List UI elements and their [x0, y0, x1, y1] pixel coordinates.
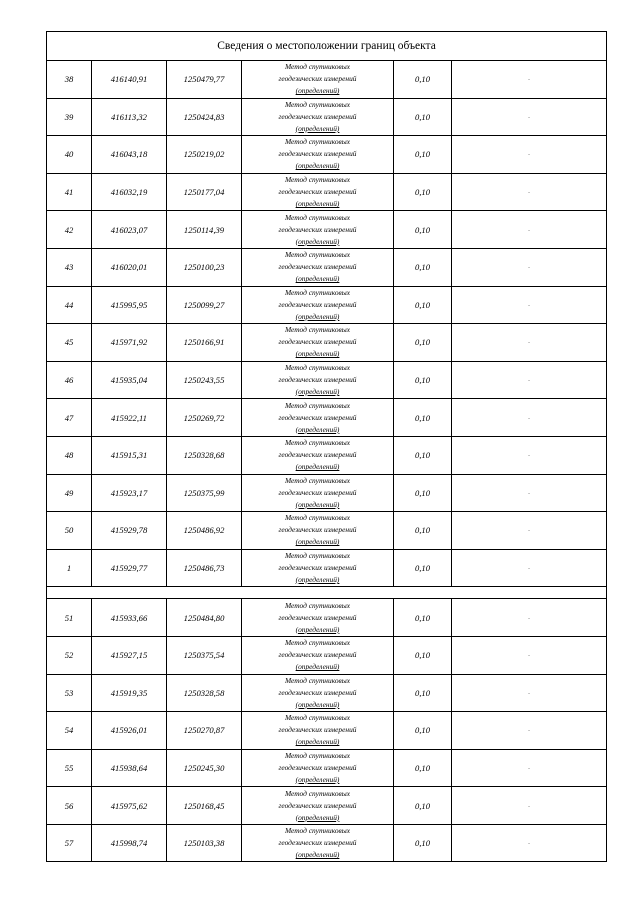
method-line: Метод спутниковых [284, 826, 351, 836]
method-line: Метод спутниковых [284, 400, 351, 410]
coordinate-y-cell: 1250375,99 [167, 474, 242, 512]
point-number-cell: 38 [47, 61, 92, 99]
table-row [47, 61, 607, 99]
method-line: (определений) [295, 86, 340, 96]
table-row [47, 474, 607, 512]
point-number-cell: 54 [47, 712, 92, 750]
method-cell [242, 749, 394, 787]
point-number-cell: 45 [47, 324, 92, 362]
accuracy-cell: 0,10 [394, 674, 452, 712]
point-number-cell: 46 [47, 361, 92, 399]
coordinate-x-cell: 415935,04 [92, 361, 167, 399]
method-line: геодезических измерений [278, 262, 357, 272]
table-title: Сведения о местоположении границ объекта [47, 32, 607, 61]
method-cell [242, 436, 394, 474]
coordinate-x-cell: 415915,31 [92, 436, 167, 474]
coordinate-x-cell: 415926,01 [92, 712, 167, 750]
coordinate-y-cell: 1250424,83 [167, 98, 242, 136]
note-cell: - [452, 636, 607, 674]
method-line: Метод спутниковых [284, 212, 351, 222]
accuracy-cell: 0,10 [394, 636, 452, 674]
coordinate-y-cell: 1250375,54 [167, 636, 242, 674]
method-line: Метод спутниковых [284, 475, 351, 485]
point-number-cell: 43 [47, 248, 92, 286]
method-line: (определений) [295, 737, 340, 747]
point-number-cell: 48 [47, 436, 92, 474]
accuracy-cell: 0,10 [394, 712, 452, 750]
method-line: геодезических измерений [278, 487, 357, 497]
note-cell: - [452, 474, 607, 512]
coordinate-x-cell: 415929,78 [92, 512, 167, 550]
boundary-coordinates-sheet [46, 31, 606, 862]
coordinate-x-cell: 416032,19 [92, 173, 167, 211]
coordinate-y-cell: 1250103,38 [167, 824, 242, 862]
note-cell: - [452, 549, 607, 587]
coordinate-y-cell: 1250245,30 [167, 749, 242, 787]
table-row [47, 824, 607, 862]
coordinate-x-cell: 415933,66 [92, 599, 167, 637]
method-line: (определений) [295, 123, 340, 133]
note-cell: - [452, 136, 607, 174]
accuracy-cell: 0,10 [394, 549, 452, 587]
method-cell [242, 211, 394, 249]
coordinate-x-cell: 415975,62 [92, 787, 167, 825]
method-line: геодезических измерений [278, 412, 357, 422]
table-row [47, 211, 607, 249]
method-line: геодезических измерений [278, 725, 357, 735]
coordinate-y-cell: 1250177,04 [167, 173, 242, 211]
coordinate-x-cell: 416023,07 [92, 211, 167, 249]
method-line: (определений) [295, 699, 340, 709]
note-cell: - [452, 824, 607, 862]
table-row [47, 712, 607, 750]
point-number-cell: 39 [47, 98, 92, 136]
coordinate-x-cell: 415923,17 [92, 474, 167, 512]
method-line: геодезических измерений [278, 800, 357, 810]
method-line: (определений) [295, 850, 340, 860]
note-cell: - [452, 674, 607, 712]
accuracy-cell: 0,10 [394, 248, 452, 286]
method-line: Метод спутниковых [284, 713, 351, 723]
note-cell: - [452, 173, 607, 211]
point-number-cell: 40 [47, 136, 92, 174]
table-row [47, 674, 607, 712]
method-line: (определений) [295, 236, 340, 246]
note-cell: - [452, 787, 607, 825]
accuracy-cell: 0,10 [394, 436, 452, 474]
coordinate-y-cell: 1250270,87 [167, 712, 242, 750]
note-cell: - [452, 98, 607, 136]
method-cell [242, 399, 394, 437]
coordinate-x-cell: 416113,32 [92, 98, 167, 136]
coordinate-x-cell: 415922,11 [92, 399, 167, 437]
coordinate-x-cell: 416020,01 [92, 248, 167, 286]
note-cell: - [452, 211, 607, 249]
note-cell: - [452, 512, 607, 550]
note-cell: - [452, 248, 607, 286]
note-cell: - [452, 436, 607, 474]
method-cell [242, 61, 394, 99]
note-cell: - [452, 61, 607, 99]
coordinate-y-cell: 1250166,91 [167, 324, 242, 362]
accuracy-cell: 0,10 [394, 211, 452, 249]
table-row [47, 787, 607, 825]
accuracy-cell: 0,10 [394, 512, 452, 550]
coordinate-y-cell: 1250099,27 [167, 286, 242, 324]
method-line: (определений) [295, 387, 340, 397]
method-line: (определений) [295, 575, 340, 585]
point-number-cell: 42 [47, 211, 92, 249]
method-line: Метод спутниковых [284, 513, 351, 523]
point-number-cell: 49 [47, 474, 92, 512]
table-row [47, 436, 607, 474]
accuracy-cell: 0,10 [394, 324, 452, 362]
method-line: Метод спутниковых [284, 62, 351, 72]
point-number-cell: 50 [47, 512, 92, 550]
method-line: (определений) [295, 349, 340, 359]
method-line: (определений) [295, 537, 340, 547]
method-cell [242, 248, 394, 286]
method-line: (определений) [295, 462, 340, 472]
method-line: (определений) [295, 662, 340, 672]
method-cell [242, 286, 394, 324]
method-cell [242, 712, 394, 750]
method-line: геодезических измерений [278, 375, 357, 385]
table-row [47, 173, 607, 211]
point-number-cell: 57 [47, 824, 92, 862]
method-cell [242, 599, 394, 637]
coordinate-y-cell: 1250243,55 [167, 361, 242, 399]
coordinate-y-cell: 1250114,39 [167, 211, 242, 249]
method-line: геодезических измерений [278, 337, 357, 347]
method-line: геодезических измерений [278, 187, 357, 197]
point-number-cell: 56 [47, 787, 92, 825]
method-line: геодезических измерений [278, 525, 357, 535]
table-row [47, 286, 607, 324]
method-line: Метод спутниковых [284, 750, 351, 760]
method-line: Метод спутниковых [284, 137, 351, 147]
method-line: геодезических измерений [278, 650, 357, 660]
coordinate-x-cell: 415998,74 [92, 824, 167, 862]
accuracy-cell: 0,10 [394, 787, 452, 825]
accuracy-cell: 0,10 [394, 136, 452, 174]
accuracy-cell: 0,10 [394, 173, 452, 211]
coordinate-x-cell: 415929,77 [92, 549, 167, 587]
coordinate-y-cell: 1250168,45 [167, 787, 242, 825]
method-line: геодезических измерений [278, 563, 357, 573]
accuracy-cell: 0,10 [394, 824, 452, 862]
method-cell [242, 674, 394, 712]
method-line: геодезических измерений [278, 111, 357, 121]
method-line: (определений) [295, 199, 340, 209]
method-line: геодезических измерений [278, 450, 357, 460]
method-line: (определений) [295, 311, 340, 321]
method-cell [242, 787, 394, 825]
accuracy-cell: 0,10 [394, 399, 452, 437]
method-line: (определений) [295, 499, 340, 509]
table-row [47, 599, 607, 637]
method-line: геодезических измерений [278, 838, 357, 848]
method-cell [242, 324, 394, 362]
method-line: геодезических измерений [278, 687, 357, 697]
point-number-cell: 1 [47, 549, 92, 587]
coordinate-x-cell: 415919,35 [92, 674, 167, 712]
method-cell [242, 549, 394, 587]
table-row [47, 324, 607, 362]
method-line: (определений) [295, 812, 340, 822]
table-row [47, 361, 607, 399]
method-line: геодезических измерений [278, 149, 357, 159]
method-cell [242, 98, 394, 136]
method-line: (определений) [295, 424, 340, 434]
method-line: геодезических измерений [278, 299, 357, 309]
method-line: Метод спутниковых [284, 175, 351, 185]
coordinate-x-cell: 416043,18 [92, 136, 167, 174]
note-cell: - [452, 712, 607, 750]
table-row [47, 136, 607, 174]
table-row [47, 98, 607, 136]
method-line: геодезических измерений [278, 74, 357, 84]
method-line: Метод спутниковых [284, 638, 351, 648]
accuracy-cell: 0,10 [394, 361, 452, 399]
coordinate-y-cell: 1250328,58 [167, 674, 242, 712]
accuracy-cell: 0,10 [394, 61, 452, 99]
method-cell [242, 824, 394, 862]
coordinate-x-cell: 415971,92 [92, 324, 167, 362]
method-line: (определений) [295, 274, 340, 284]
method-line: Метод спутниковых [284, 788, 351, 798]
method-line: Метод спутниковых [284, 600, 351, 610]
accuracy-cell: 0,10 [394, 98, 452, 136]
table-row [47, 636, 607, 674]
point-number-cell: 47 [47, 399, 92, 437]
coordinate-y-cell: 1250219,02 [167, 136, 242, 174]
coordinate-y-cell: 1250100,23 [167, 248, 242, 286]
method-cell [242, 636, 394, 674]
point-number-cell: 52 [47, 636, 92, 674]
accuracy-cell: 0,10 [394, 749, 452, 787]
point-number-cell: 41 [47, 173, 92, 211]
method-line: Метод спутниковых [284, 325, 351, 335]
point-number-cell: 51 [47, 599, 92, 637]
coordinate-x-cell: 415995,95 [92, 286, 167, 324]
method-line: Метод спутниковых [284, 99, 351, 109]
contour-separator-row [47, 587, 607, 599]
method-line: геодезических измерений [278, 612, 357, 622]
boundary-coordinates-table [46, 31, 607, 862]
method-cell [242, 136, 394, 174]
note-cell: - [452, 599, 607, 637]
method-line: Метод спутниковых [284, 438, 351, 448]
coordinate-y-cell: 1250328,68 [167, 436, 242, 474]
point-number-cell: 55 [47, 749, 92, 787]
method-line: Метод спутниковых [284, 551, 351, 561]
coordinate-y-cell: 1250486,73 [167, 549, 242, 587]
table-row [47, 549, 607, 587]
coordinate-x-cell: 416140,91 [92, 61, 167, 99]
coordinate-y-cell: 1250479,77 [167, 61, 242, 99]
coordinate-y-cell: 1250486,92 [167, 512, 242, 550]
coordinate-x-cell: 415938,64 [92, 749, 167, 787]
method-cell [242, 474, 394, 512]
note-cell: - [452, 286, 607, 324]
note-cell: - [452, 749, 607, 787]
table-row [47, 749, 607, 787]
contour-separator-cell [47, 587, 607, 599]
coordinate-y-cell: 1250269,72 [167, 399, 242, 437]
table-title-row [47, 32, 607, 61]
method-line: геодезических измерений [278, 762, 357, 772]
accuracy-cell: 0,10 [394, 599, 452, 637]
method-line: Метод спутниковых [284, 250, 351, 260]
coordinate-x-cell: 415927,15 [92, 636, 167, 674]
method-line: (определений) [295, 161, 340, 171]
point-number-cell: 44 [47, 286, 92, 324]
point-number-cell: 53 [47, 674, 92, 712]
accuracy-cell: 0,10 [394, 286, 452, 324]
method-cell [242, 361, 394, 399]
table-row [47, 248, 607, 286]
method-line: Метод спутниковых [284, 287, 351, 297]
method-line: Метод спутниковых [284, 675, 351, 685]
method-cell [242, 512, 394, 550]
table-row [47, 399, 607, 437]
method-line: геодезических измерений [278, 224, 357, 234]
note-cell: - [452, 399, 607, 437]
method-line: Метод спутниковых [284, 363, 351, 373]
accuracy-cell: 0,10 [394, 474, 452, 512]
coordinate-y-cell: 1250484,80 [167, 599, 242, 637]
method-line: (определений) [295, 774, 340, 784]
method-line: (определений) [295, 624, 340, 634]
table-row [47, 512, 607, 550]
note-cell: - [452, 361, 607, 399]
note-cell: - [452, 324, 607, 362]
method-cell [242, 173, 394, 211]
